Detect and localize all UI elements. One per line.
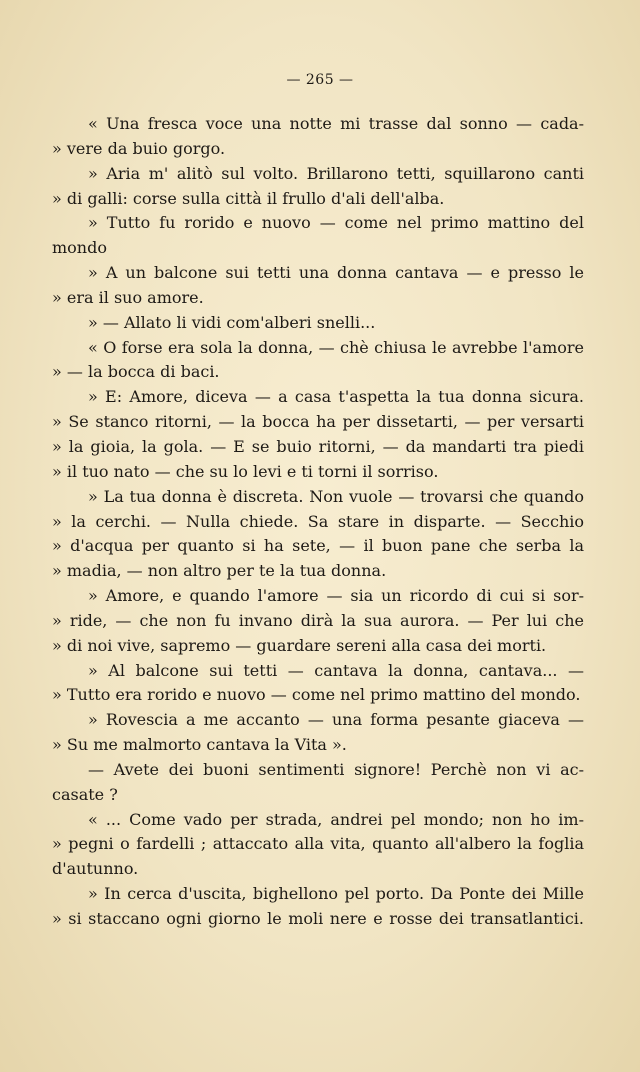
text-line: » Su me malmorto cantava la Vita ». xyxy=(52,735,347,755)
text-line: « ... Come vado per strada, andrei pel mondo; non ho im- xyxy=(88,809,584,829)
text-line: » In cerca d'uscita, bighellono pel porto. Da Ponte dei Mille xyxy=(88,884,584,904)
text-line: » Amore, e quando l'amore — sia un ricordo di cui si sor- xyxy=(88,586,584,606)
text-line: d'autunno. xyxy=(52,859,139,879)
text-line: » Se stanco ritorni, — la bocca ha per dissetarti, — per versarti xyxy=(52,412,584,432)
page-text xyxy=(52,112,584,932)
text-line: » vere da buio gorgo. xyxy=(52,138,226,158)
text-line: » Tutto fu rorido e nuovo — come nel primo mattino del xyxy=(88,213,584,233)
text-line: » madia, — non altro per te la tua donna. xyxy=(52,561,387,581)
text-line: » d'acqua per quanto si ha sete, — il buon pane che serba la xyxy=(52,536,584,556)
text-line: » — la bocca di baci. xyxy=(52,362,220,382)
text-line: « O forse era sola la donna, — chè chiusa le avrebbe l'amore xyxy=(88,337,584,357)
text-line: » pegni o fardelli ; attaccato alla vita, quanto all'albero la foglia xyxy=(52,834,584,854)
text-line: » La tua donna è discreta. Non vuole — trovarsi che quando xyxy=(88,486,584,506)
text-line: » si staccano ogni giorno le moli nere e rosse dei transatlantici. xyxy=(52,909,584,928)
text-line: » il tuo nato — che su lo levi e ti torni il sorriso. xyxy=(52,461,439,481)
text-line: mondo xyxy=(52,238,107,258)
text-line: » E: Amore, diceva — a casa t'aspetta la tua donna sicura. xyxy=(88,387,584,407)
text-line: » di galli: corse sulla città il frullo d'ali dell'alba. xyxy=(52,188,445,208)
text-line: » Al balcone sui tetti — cantava la donna, cantava... — xyxy=(88,660,584,680)
text-line: » Aria m' alitò sul volto. Brillarono tetti, squillarono canti xyxy=(88,163,584,183)
text-line: » di noi vive, sapremo — guardare sereni alla casa dei morti. xyxy=(52,635,547,655)
text-line: casate ? xyxy=(52,784,118,804)
text-line: « Una fresca voce una notte mi trasse dal sonno — cada- xyxy=(88,114,584,133)
text-line: » era il suo amore. xyxy=(52,287,204,307)
text-line: — Avete dei buoni sentimenti signore! Perchè non vi ac- xyxy=(88,759,584,779)
text-line: » Rovescia a me accanto — una forma pesante giaceva — xyxy=(88,710,584,730)
text-line: » ride, — che non fu invano dirà la sua aurora. — Per lui che xyxy=(52,610,584,630)
text-line: » Tutto era rorido e nuovo — come nel primo mattino del mondo. xyxy=(52,685,581,705)
text-line: » la cerchi. — Nulla chiede. Sa stare in disparte. — Secchio xyxy=(52,511,584,531)
text-line: » A un balcone sui tetti una donna cantava — e presso le xyxy=(88,263,584,283)
page-number: — 265 — xyxy=(286,72,354,88)
text-line: » — Allato li vidi com'alberi snelli... xyxy=(88,312,376,332)
text-line: » la gioia, la gola. — E se buio ritorni, — da mandarti tra piedi xyxy=(52,436,584,456)
